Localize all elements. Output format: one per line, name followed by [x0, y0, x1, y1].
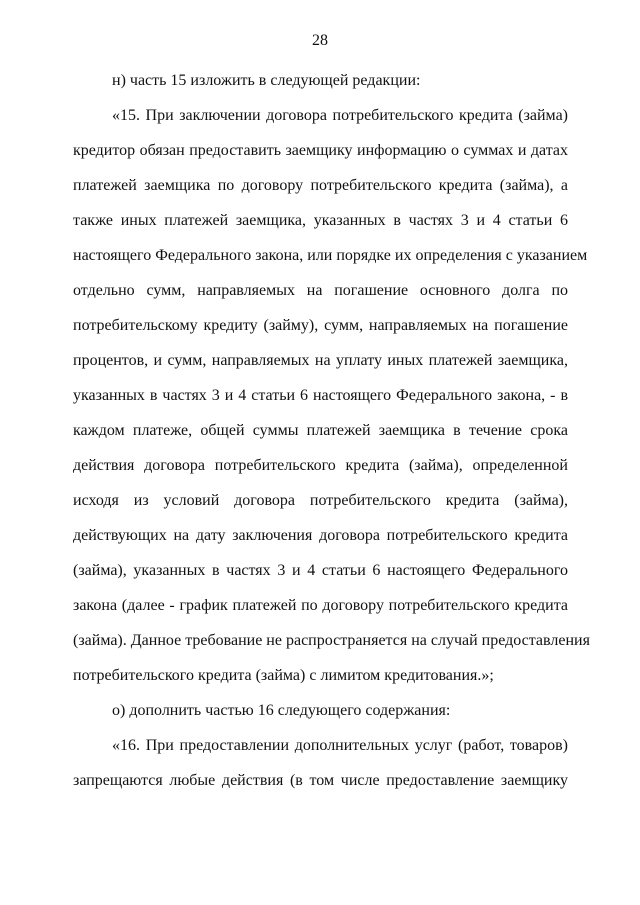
text-line: (займа), указанных в частях 3 и 4 статьи 6 настоящего Федерального [73, 562, 568, 579]
text-line: платежей заемщика по договору потребительского кредита (займа), а [73, 177, 568, 194]
text-line: настоящего Федерального закона, или порядке их определения с указанием [73, 247, 588, 264]
text-line: исходя из условий договора потребительского кредита (займа), [73, 492, 568, 509]
text-line: закона (далее - график платежей по договору потребительского кредита [73, 597, 568, 614]
text-line: действующих на дату заключения договора потребительского кредита [73, 527, 568, 544]
text-line: отдельно сумм, направляемых на погашение основного долга по [73, 282, 568, 299]
text-line: «16. При предоставлении дополнительных услуг (работ, товаров) [112, 737, 568, 754]
text-line: кредитор обязан предоставить заемщику информацию о суммах и датах [73, 142, 568, 159]
text-line: «15. При заключении договора потребительского кредита (займа) [112, 107, 568, 124]
text-line: (займа). Данное требование не распространяется на случай предоставления [73, 632, 590, 649]
text-line: потребительскому кредиту (займу), сумм, направляемых на погашение [73, 317, 568, 334]
text-line: потребительского кредита (займа) с лимитом кредитования.»; [73, 667, 494, 684]
text-line: процентов, и сумм, направляемых на уплату иных платежей заемщика, [73, 352, 568, 369]
text-line: указанных в частях 3 и 4 статьи 6 настоящего Федерального закона, - в [73, 387, 568, 404]
page-number: 28 [312, 32, 328, 49]
text-line: запрещаются любые действия (в том числе предоставление заемщику [73, 772, 568, 789]
text-line: каждом платеже, общей суммы платежей заемщика в течение срока [73, 422, 568, 439]
text-line: о) дополнить частью 16 следующего содержания: [112, 702, 451, 719]
text-line: также иных платежей заемщика, указанных в частях 3 и 4 статьи 6 [73, 212, 568, 229]
text-line: действия договора потребительского кредита (займа), определенной [73, 457, 568, 474]
text-line: н) часть 15 изложить в следующей редакции: [112, 72, 421, 89]
